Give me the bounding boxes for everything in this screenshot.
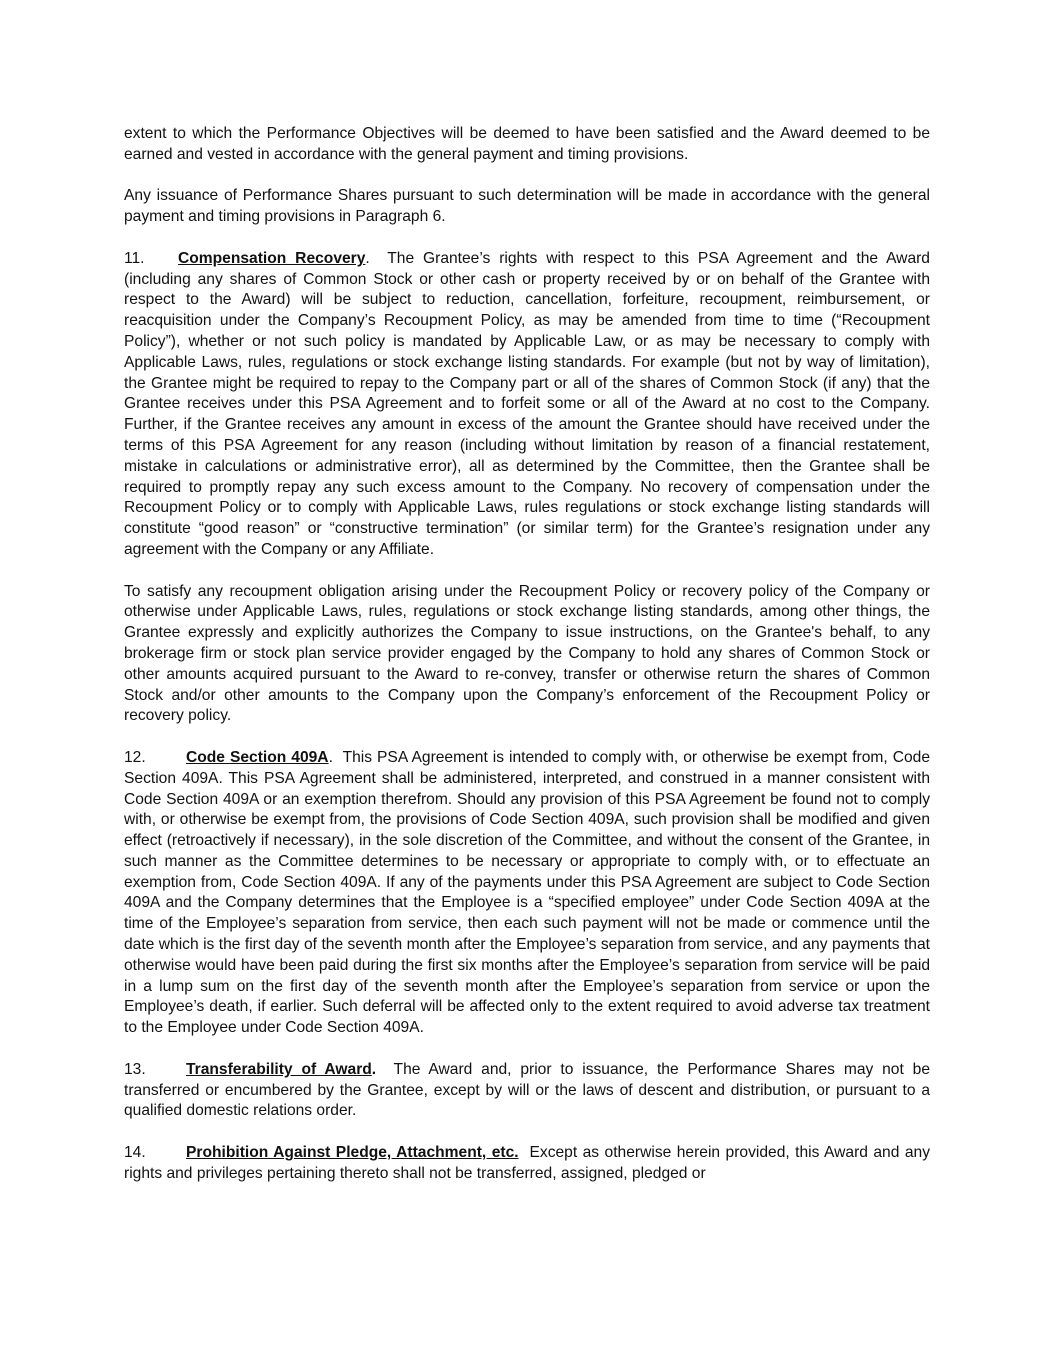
section-text: The Award and, prior to issuance, the Performance Shares may not be transferred or encumbered by the Grantee, except by will or the laws of descent and distribution, or pursuant to a qualified domestic relations order. — [124, 1060, 930, 1120]
section-number: 13. — [124, 1060, 146, 1078]
section-12-code-section-409a — [124, 748, 930, 1039]
section-number: 12. — [124, 748, 146, 766]
paragraph-continuation — [124, 124, 930, 166]
paragraph-text: extent to which the Performance Objectives will be deemed to have been satisfied and the Award deemed to be earned and vested in accordance with the general payment and timing provisions. — [124, 125, 930, 163]
section-number: 11. — [124, 249, 145, 267]
paragraph-performance-shares-issuance — [124, 186, 930, 228]
heading-punctuation: . — [365, 249, 370, 267]
section-heading: Transferability of Award — [186, 1060, 372, 1078]
section-13-transferability-of-award — [124, 1060, 930, 1122]
section-text: The Grantee’s rights with respect to this PSA Agreement and the Award (including any shares of Common Stock or other cash or property received by or on behalf of the Grantee with respect to the Award) will be subject to reduction, cancellation, forfeiture, recoupment, reimbursement, or reacquisition under the Company’s Recoupment Policy, as may be amended from time to time (“Recoupment Policy”), whether or not such policy is mandated by Applicable Law, or as may be necessary to comply with Applicable Laws, rules, regulations or stock exchange listing standards. For example (but not by way of limitation), the Grantee might be required to repay to the Company part or all of the shares of Common Stock (if any) that the Grantee receives under this PSA Agreement and to forfeit some or all of the Award at no cost to the Company. Further, if the Grantee receives any amount in excess of the amount the Grantee should have received under the terms of this PSA Agreement for any reason (including without limitation by reason of a financial restatement, mistake in calculations or administrative error), all as determined by the Committee, then the Grantee shall be required to promptly repay any such excess amount to the Company. No recovery of compensation under the Recoupment Policy or to comply with Applicable Laws, rules regulations or stock exchange listing standards will constitute “good reason” or “constructive termination” (or similar term) for the Grantee’s resignation under any agreement with the Company or any Affiliate. — [124, 249, 930, 558]
section-text: Except as otherwise herein provided, this Award and any rights and privileges pertaining thereto shall not be transferred, assigned, pledged or — [124, 1144, 931, 1182]
section-text: This PSA Agreement is intended to comply with, or otherwise be exempt from, Code Section 409A. This PSA Agreement shall be administered, interpreted, and construed in a manner consistent with Code Section 409A or an exemption therefrom. Should any provision of this PSA Agreement be found not to comply with, or otherwise be exempt from, the provisions of Code Section 409A, such provision shall be modified and given effect (retroactively if necessary), in the sole discretion of the Committee, and without the consent of the Grantee, in such manner as the Committee determines to be necessary or appropriate to comply with, or to effectuate an exemption from, Code Section 409A. If any of the payments under this PSA Agreement are subject to Code Section 409A and the Company determines that the Employee is a “specified employee” under Code Section 409A at the time of the Employee’s separation from service, then each such payment will not be made or commence until the date which is the first day of the seventh month after the Employee’s separation from service, and any payments that otherwise would have been paid during the first six months after the Employee’s separation from service will be paid in a lump sum on the first day of the seventh month after the Employee’s separation from service or upon the Employee’s death, if earlier. Such deferral will be affected only to the extent required to avoid adverse tax treatment to the Employee under Code Section 409A. — [124, 748, 931, 1037]
paragraph-recoupment-authorization — [124, 582, 930, 728]
paragraph-text: To satisfy any recoupment obligation arising under the Recoupment Policy or recovery policy of the Company or otherwise under Applicable Laws, rules, regulations or stock exchange listing standards, among other things, the Grantee expressly and explicitly authorizes the Company to issue instructions, on the Grantee's behalf, to any brokerage firm or stock plan service provider engaged by the Company to hold any shares of Common Stock or other amounts acquired pursuant to the Award to re-convey, transfer or otherwise return the shares of Common Stock and/or other amounts to the Company upon the Company’s enforcement of the Recoupment Policy or recovery policy. — [124, 582, 930, 725]
heading-punctuation: . — [371, 1060, 377, 1078]
section-number: 14. — [124, 1144, 146, 1162]
section-heading: Compensation Recovery — [178, 249, 366, 267]
paragraph-text: Any issuance of Performance Shares pursuant to such determination will be made in accordance with the general payment and timing provisions in Paragraph 6. — [124, 187, 930, 226]
heading-punctuation: . — [328, 748, 333, 766]
section-14-prohibition-against-pledge — [124, 1143, 930, 1185]
document-page — [124, 124, 930, 1205]
section-heading: Code Section 409A — [186, 748, 329, 766]
section-heading: Prohibition Against Pledge, Attachment, etc. — [186, 1144, 519, 1162]
section-11-compensation-recovery — [124, 249, 930, 561]
